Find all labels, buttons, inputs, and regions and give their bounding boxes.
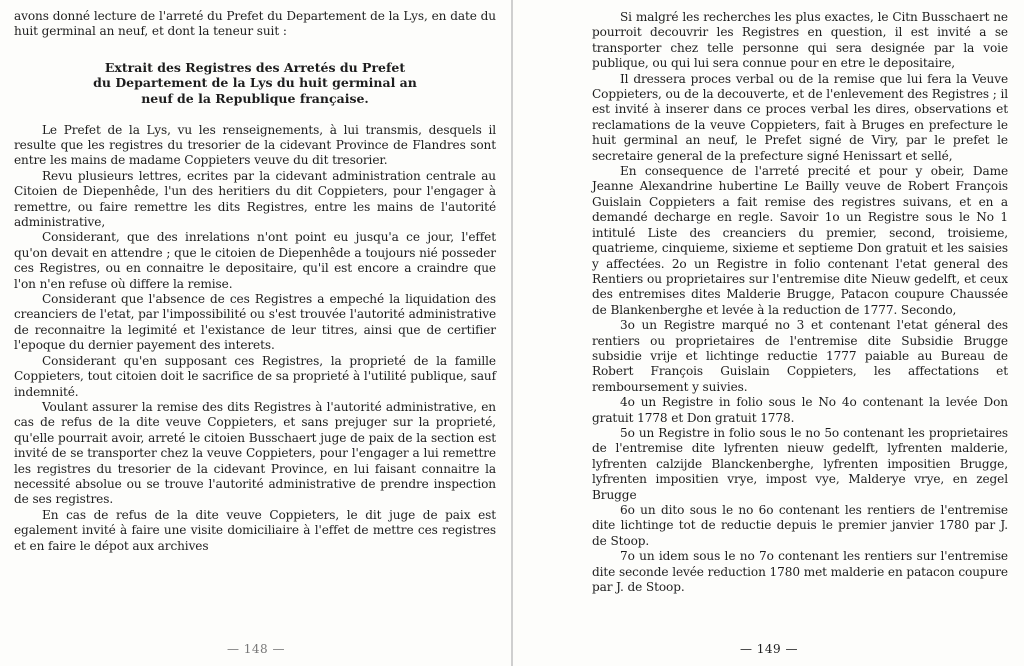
book-gutter <box>511 0 513 666</box>
heading-line: du Departement de la Lys du huit germinal an <box>93 75 417 91</box>
right-paragraph: 3o un Registre marqué no 3 et contenant l'etat géneral des rentiers ou proprietaires de l'entremise dite Subsidie Brugge subsidie vrije et lichtinge reductie 1777 paiable au Bureau de Robert François Guislain Coppieters, les affectations et remboursement y suivies. <box>592 318 1008 394</box>
right-paragraph: Si malgré les recherches les plus exactes, le Citn Busschaert ne pourroit decouvrir les Registres en question, il est invité a se transporter chez telle personne qui sera designée par la voie publique, ou qui lui sera connue pour en etre le depositaire, <box>592 10 1008 71</box>
right-paragraph: Il dressera proces verbal ou de la remise que lui fera la Veuve Coppieters, ou de la decouverte, et de l'enlevement des Registres ; il est invité à inserer dans ce proces verbal les dires, observations et reclamations de la veuve Coppieters, fait à Bruges en prefecture le huit germinal an neuf, le Prefet signé de Viry, par le prefet le secretaire general de la prefecture signé Henissart et sellé, <box>592 71 1008 163</box>
left-paragraph: Le Prefet de la Lys, vu les renseignements, à lui transmis, desquels il resulte que les registres du tresorier de la cidevant Province de Flandres sont entre les mains de madame Coppieters veuve du dit tresorier. <box>14 122 496 168</box>
left-paragraph: Considerant, que des inrelations n'ont point eu jusqu'a ce jour, l'effet qu'on devait en attendre ; que le citoien de Diepenhêde a toujours nié posseder ces Registres, ou en connaitre le depositaire, qu'il est encore a craindre que l'on n'en refuse où differe la remise. <box>14 230 496 291</box>
extract-heading <box>14 60 496 107</box>
heading-line: Extrait des Registres des Arretés du Prefet <box>104 59 406 75</box>
right-paragraph: 5o un Registre in folio sous le no 5o contenant les proprietaires de l'entremise dite lyfrenten nieuw gedelft, lyfrenten malderie, lyfrenten calzijde Blanckenberghe, lyfrenten impositien Brugge, lyfrenten impositien vrye, impost vye, Malderye vrye, en zegel Brugge <box>592 425 1008 502</box>
left-paragraph: Considerant que l'absence de ces Registres a empeché la liquidation des creanciers de l'etat, par l'impossibilité ou s'est trouvée l'autorité administrative de reconnaitre la legimité et l'existance de leur titres, ainsi que de certifier l'epoque du dernier payement des interets. <box>14 292 496 353</box>
left-opening-paragraph: avons donné lecture de l'arreté du Prefet du Departement de la Lys, en date du huit germinal an neuf, et dont la teneur suit : <box>14 9 496 39</box>
left-paragraph: En cas de refus de la dite veuve Coppieters, le dit juge de paix est egalement invité à faire une visite domiciliaire à l'effet de mettre ces registres et en faire le dépot aux archives <box>14 507 496 553</box>
right-page-number: — 149 — <box>739 642 799 656</box>
left-paragraph: Voulant assurer la remise des dits Registres à l'autorité administrative, en cas de refus de la dite veuve Coppieters, et sans prejuger sur la proprieté, qu'elle pourrait avoir, arreté le citoien Busschaert juge de paix de la section est invité de se transporter chez la veuve Coppieters, pour l'engager a lui remettre les registres du tresorier de la cidevant Province, en lui faisant connaitre la necessité absolue ou se trouve l'autorité administrative de prendre inspection de ses registres. <box>14 399 496 507</box>
heading-line: neuf de la Republique française. <box>141 91 369 106</box>
right-paragraph: 6o un dito sous le no 6o contenant les rentiers de l'entremise dite lichtinge tot de reductie depuis le premier janvier 1780 par J. de Stoop. <box>592 503 1008 548</box>
right-paragraph: En consequence de l'arreté precité et pour y obeir, Dame Jeanne Alexandrine hubertine Le Bailly veuve de Robert François Guislain Coppieters a fait remise des registres suivans, et en a demandé decharge en regle. Savoir 1o un Registre sous le No 1 intitulé Liste des creanciers du premier, second, troisieme, quatrieme, cinquieme, sixieme et septieme Don gratuit et les saisies y affectées. 2o un Registre in folio contenant l'etat general des Rentiers ou proprietaires sur l'entremise dite Nieuw gedelft, et ceux des entremises dites Malderie Brugge, Patacon coupure Chaussée de Blankenberghe et levée à la reduction de 1777. Secondo, <box>592 164 1008 317</box>
left-paragraph: Considerant qu'en supposant ces Registres, la proprieté de la famille Coppieters, tout citoien doit le sacrifice de sa proprieté à l'utilité publique, sauf indemnité. <box>14 353 496 399</box>
left-paragraph: Revu plusieurs lettres, ecrites par la cidevant administration centrale au Citoien de Diepenhêde, l'un des heritiers du dit Coppieters, pour l'engager à remettre, ou faire remettre les dits Registres, entre les mains de l'autorité administrative, <box>14 168 496 230</box>
right-paragraph: 7o un idem sous le no 7o contenant les rentiers sur l'entremise dite seconde levée reduction 1780 met malderie en patacon coupure par J. de Stoop. <box>592 549 1008 595</box>
right-paragraph: 4o un Registre in folio sous le No 4o contenant la levée Don gratuit 1778 et Don gratuit 1778. <box>592 395 1008 425</box>
right-page <box>514 0 1024 666</box>
left-page-number: — 148 — <box>226 642 286 656</box>
